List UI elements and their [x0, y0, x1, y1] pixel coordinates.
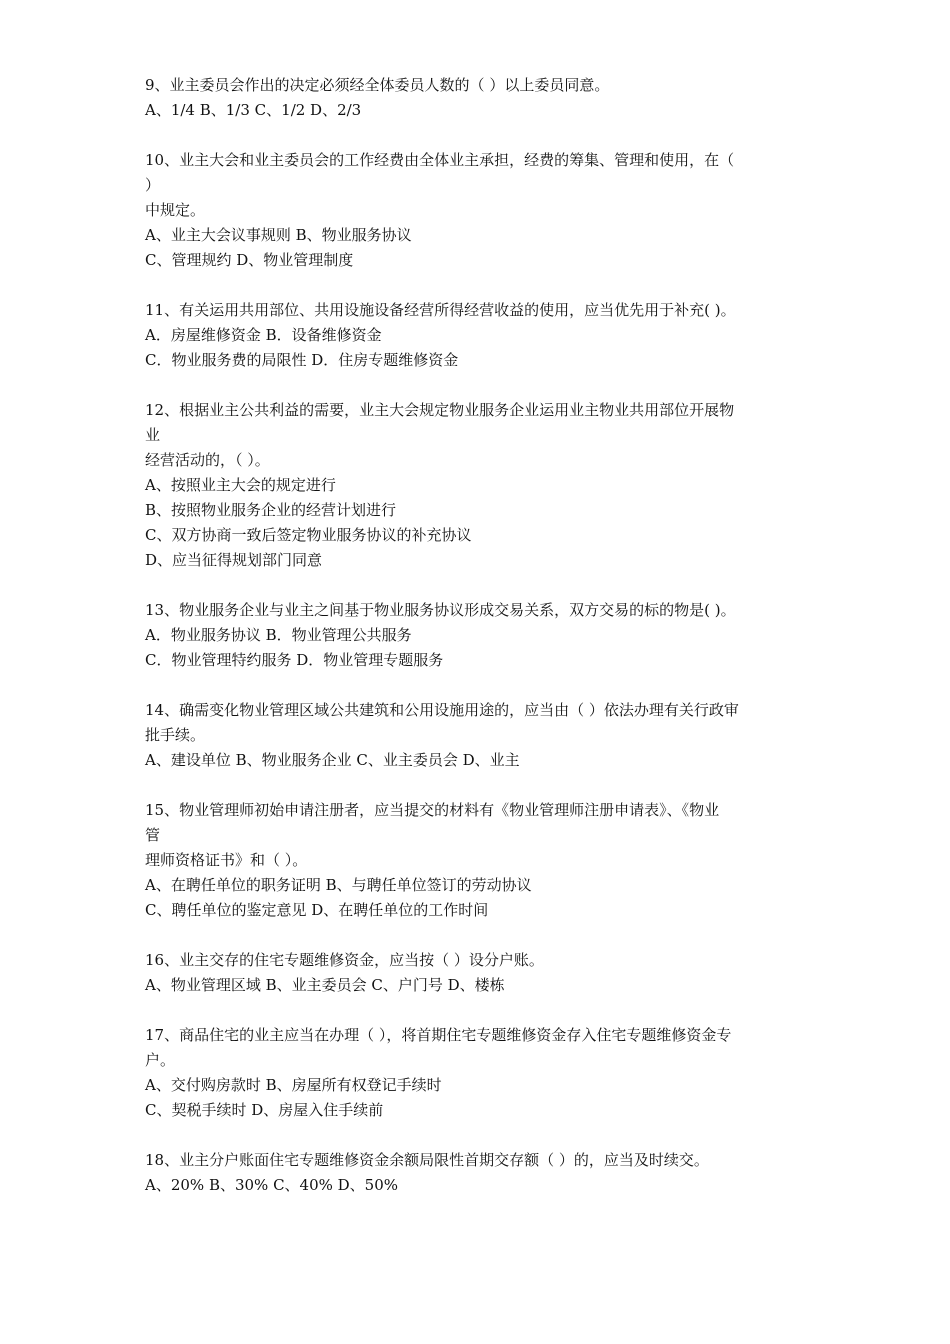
question-stem-line: 15、物业管理师初始申请注册者，应当提交的材料有《物业管理师注册申请表》、《物业 — [145, 801, 720, 819]
question-block — [145, 1148, 810, 1198]
question-text-line: 理师资格证书》和（ ）。 — [145, 851, 308, 869]
question-text-line: 管 — [145, 826, 161, 844]
question-text-line: A、交付购房款时 B、房屋所有权登记手续时 — [145, 1076, 442, 1094]
question-block — [145, 948, 810, 998]
question-text-line: A．房屋维修资金 B．设备维修资金 — [145, 326, 382, 344]
question-text-line: C、管理规约 D、物业管理制度 — [145, 251, 354, 269]
question-block — [145, 298, 810, 373]
question-text-line: B、按照物业服务企业的经营计划进行 — [145, 501, 397, 519]
question-text-line: A、建设单位 B、物业服务企业 C、业主委员会 D、业主 — [145, 751, 520, 769]
question-stem-line: 10、业主大会和业主委员会的工作经费由全体业主承担，经费的筹集、管理和使用，在（ — [145, 151, 735, 169]
question-stem-line: 17、商品住宅的业主应当在办理（ ），将首期住宅专题维修资金存入住宅专题维修资金专 — [145, 1026, 732, 1044]
question-text-line: A、1/4 B、1/3 C、1/2 D、2/3 — [145, 101, 362, 119]
question-stem-line: 16、业主交存的住宅专题维修资金，应当按（ ）设分户账。 — [145, 951, 544, 969]
question-block — [145, 73, 810, 123]
question-text-line: D、应当征得规划部门同意 — [145, 551, 323, 569]
question-text-line: A、在聘任单位的职务证明 B、与聘任单位签订的劳动协议 — [145, 876, 532, 894]
question-block — [145, 1023, 810, 1123]
question-block — [145, 798, 810, 923]
question-block — [145, 398, 810, 573]
question-stem-line: 11、有关运用共用部位、共用设施设备经营所得经营收益的使用，应当优先用于补充( )。 — [145, 301, 736, 319]
question-block — [145, 698, 810, 773]
question-stem-line: 12、根据业主公共利益的需要，业主大会规定物业服务企业运用业主物业共用部位开展物 — [145, 401, 735, 419]
question-text-line: C、契税手续时 D、房屋入住手续前 — [145, 1101, 384, 1119]
question-text-line: C．物业管理特约服务 D．物业管理专题服务 — [145, 651, 444, 669]
question-text-line: 户。 — [145, 1051, 176, 1069]
question-text-line: ） — [145, 176, 161, 194]
question-block — [145, 598, 810, 673]
question-text-line: A、物业管理区域 B、业主委员会 C、户门号 D、楼栋 — [145, 976, 505, 994]
question-text-line: 业 — [145, 426, 161, 444]
question-text-line: C、双方协商一致后签定物业服务协议的补充协议 — [145, 526, 472, 544]
question-text-line: 经营活动的，（ ）。 — [145, 451, 270, 469]
question-stem-line: 18、业主分户账面住宅专题维修资金余额局限性首期交存额（ ）的，应当及时续交。 — [145, 1151, 709, 1169]
question-block — [145, 148, 810, 273]
question-list — [145, 73, 810, 1223]
question-stem-line: 9、业主委员会作出的决定必须经全体委员人数的（ ）以上委员同意。 — [145, 76, 610, 94]
question-text-line: C、聘任单位的鉴定意见 D、在聘任单位的工作时间 — [145, 901, 489, 919]
question-text-line: 批手续。 — [145, 726, 206, 744]
question-stem-line: 13、物业服务企业与业主之间基于物业服务协议形成交易关系，双方交易的标的物是( )。 — [145, 601, 736, 619]
question-text-line: A、20% B、30% C、40% D、50% — [145, 1176, 399, 1194]
question-text-line: A、按照业主大会的规定进行 — [145, 476, 336, 494]
question-text-line: A．物业服务协议 B．物业管理公共服务 — [145, 626, 412, 644]
question-text-line: C．物业服务费的局限性 D．住房专题维修资金 — [145, 351, 459, 369]
question-stem-line: 14、确需变化物业管理区域公共建筑和公用设施用途的，应当由（ ）依法办理有关行政审 — [145, 701, 739, 719]
question-text-line: A、业主大会议事规则 B、物业服务协议 — [145, 226, 412, 244]
question-text-line: 中规定。 — [145, 201, 206, 219]
